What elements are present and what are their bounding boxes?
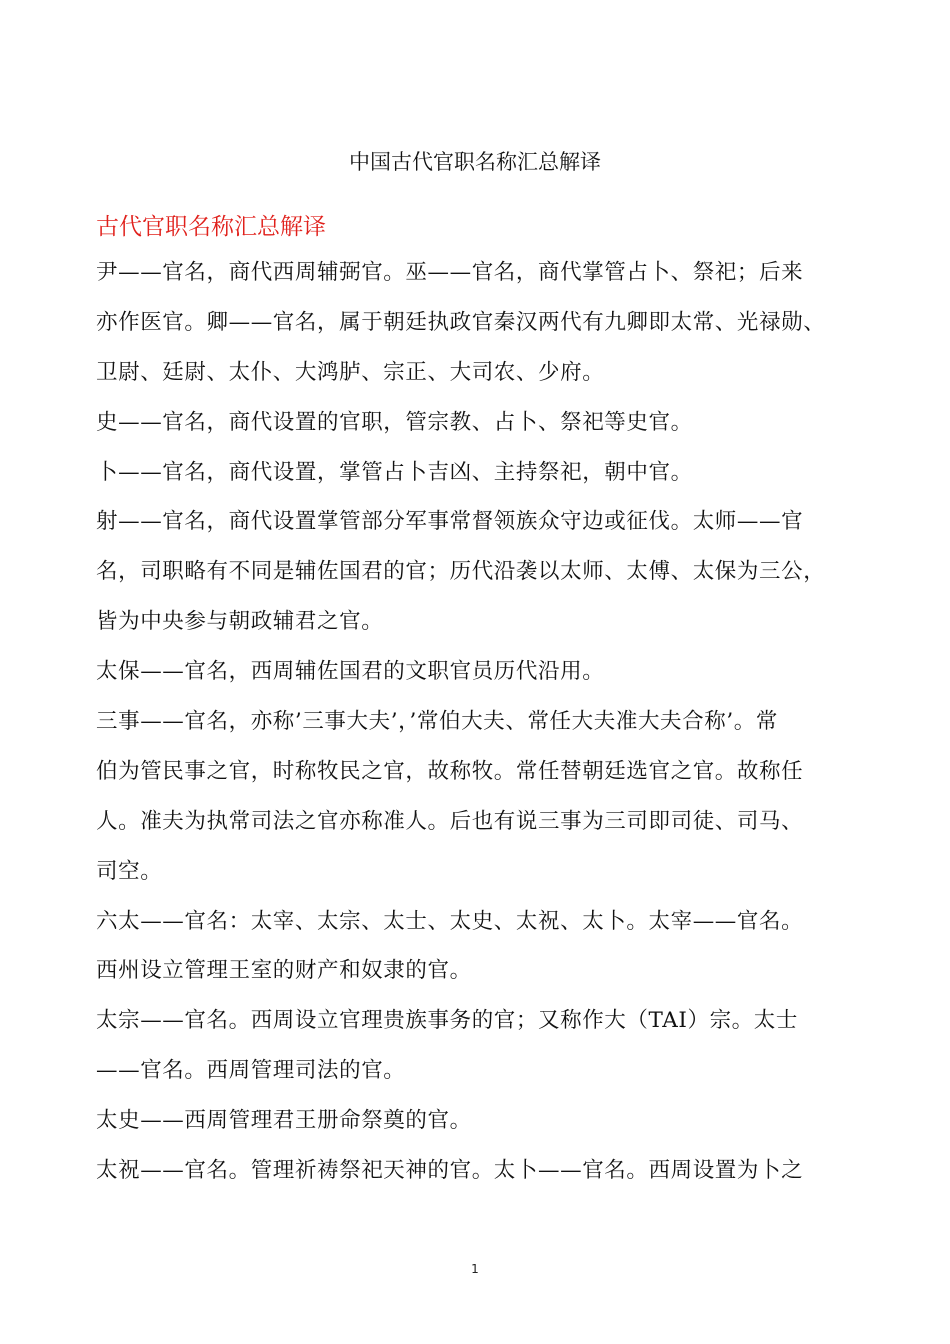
text-line: 六太——官名：太宰、太宗、太士、太史、太祝、太卜。太宰——官名。 bbox=[96, 908, 804, 934]
text-line: 太保——官名，西周辅佐国君的文职官员历代沿用。 bbox=[96, 659, 605, 685]
text-line: 名，司职略有不同是辅佐国君的官；历代沿袭以太师、太傅、太保为三公， bbox=[96, 559, 826, 585]
page-number: 1 bbox=[471, 1262, 479, 1276]
text-line: 司空。 bbox=[96, 858, 163, 884]
document-title: 中国古代官职名称汇总解译 bbox=[349, 150, 601, 174]
text-line: 西州设立管理王室的财产和奴隶的官。 bbox=[96, 958, 472, 984]
text-line: 太史——西周管理君王册命祭奠的官。 bbox=[96, 1108, 472, 1134]
section-heading: 古代官职名称汇总解译 bbox=[96, 214, 326, 240]
text-line: 三事——官名，亦称’三事大夫’，’常伯大夫、常任大夫准大夫合称’。常 bbox=[96, 709, 778, 735]
text-line: 皆为中央参与朝政辅君之官。 bbox=[96, 609, 384, 635]
text-line: 卫尉、廷尉、太仆、大鸿胪、宗正、大司农、少府。 bbox=[96, 359, 605, 385]
text-line: 卜——官名，商代设置，掌管占卜吉凶、主持祭祀，朝中官。 bbox=[96, 459, 693, 485]
text-line: 射——官名，商代设置掌管部分军事常督领族众守边或征伐。太师——官 bbox=[96, 509, 804, 535]
text-line: ——官名。西周管理司法的官。 bbox=[96, 1058, 406, 1084]
text-line: 亦作医官。卿——官名，属于朝廷执政官秦汉两代有九卿即太常、光禄勋、 bbox=[96, 309, 826, 335]
text-line: 史——官名，商代设置的官职，管宗教、占卜、祭祀等史官。 bbox=[96, 409, 693, 435]
text-line: 太宗——官名。西周设立官理贵族事务的官；又称作大（TAI）宗。太士 bbox=[96, 1008, 798, 1034]
text-line: 伯为管民事之官，时称牧民之官，故称牧。常任替朝廷选官之官。故称任 bbox=[96, 758, 804, 784]
text-line: 人。准夫为执常司法之官亦称准人。后也有说三事为三司即司徒、司马、 bbox=[96, 808, 804, 834]
text-line: 太祝——官名。管理祈祷祭祀天神的官。太卜——官名。西周设置为卜之 bbox=[96, 1158, 804, 1184]
text-line: 尹——官名，商代西周辅弼官。巫——官名，商代掌管占卜、祭祀；后来 bbox=[96, 260, 804, 285]
body-text bbox=[96, 256, 856, 1204]
